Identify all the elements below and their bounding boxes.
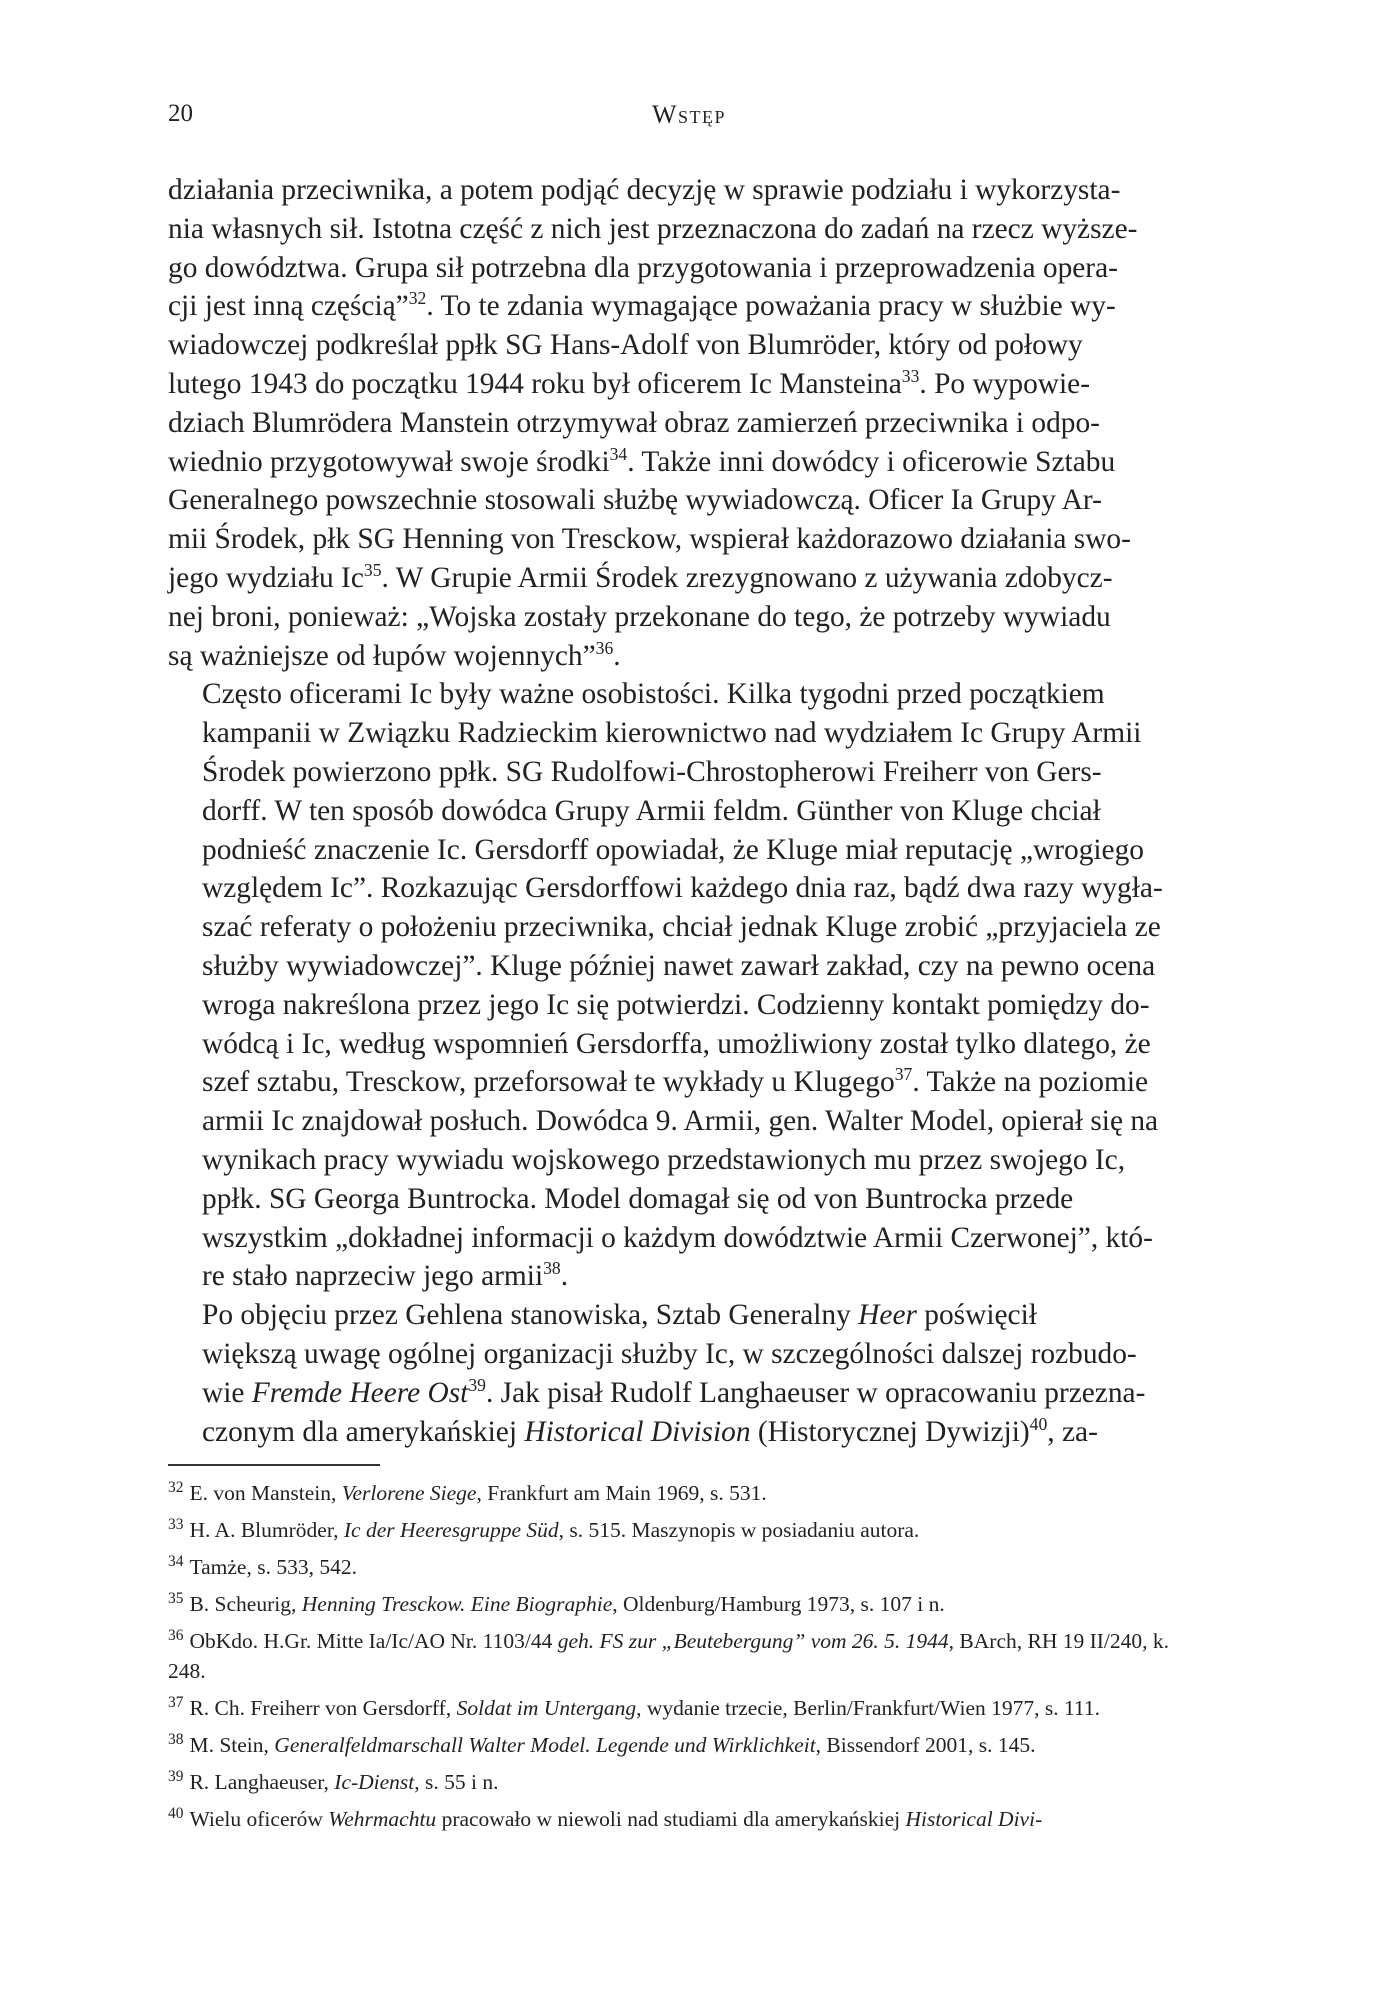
text-line bbox=[168, 404, 1210, 443]
text-line bbox=[168, 714, 1210, 753]
italic-text: Verlorene Siege bbox=[341, 1481, 477, 1505]
text-line bbox=[168, 1257, 1210, 1296]
text-segment: jego wydziału Ic bbox=[168, 561, 364, 594]
text-segment: mii Środek, płk SG Henning von Tresckow, wspierał każdorazowo działania swo- bbox=[168, 523, 1131, 556]
running-head: Wstęp bbox=[651, 100, 727, 129]
text-segment: nia własnych sił. Istotna część z nich jest przeznaczona do zadań na rzecz wyższe- bbox=[168, 212, 1138, 245]
footnote-text: , wydanie trzecie, Berlin/Frankfurt/Wien 1977, s. 111. bbox=[636, 1696, 1101, 1720]
text-line bbox=[168, 481, 1210, 520]
footnote-reference: 40 bbox=[1029, 1413, 1048, 1434]
footnote-reference: 34 bbox=[609, 443, 628, 464]
text-line bbox=[168, 171, 1210, 210]
text-line bbox=[168, 1180, 1210, 1219]
text-segment: dorff. W ten sposób dowódca Grupy Armii feldm. Günther von Kluge chciał bbox=[202, 794, 1101, 827]
text-line bbox=[168, 869, 1210, 908]
footnote-text: , Frankfurt am Main 1969, s. 531. bbox=[476, 1481, 767, 1505]
text-line bbox=[168, 249, 1210, 288]
text-segment: . Jak pisał Rudolf Langhaeuser w opracowaniu przezna- bbox=[485, 1376, 1146, 1409]
italic-text: Heer bbox=[858, 1299, 917, 1332]
footnote-text: Wielu oficerów bbox=[189, 1807, 329, 1831]
footnote-text: H. A. Blumröder, bbox=[189, 1518, 344, 1542]
footnote-text: , s. 55 i n. bbox=[414, 1770, 499, 1794]
text-line bbox=[168, 637, 1210, 676]
italic-text: Wehrmachtu bbox=[328, 1807, 437, 1831]
footnote-reference: 35 bbox=[363, 560, 382, 581]
footnote bbox=[168, 1693, 1210, 1723]
footnote-reference: 32 bbox=[408, 288, 427, 309]
footnote-number: 33 bbox=[168, 1515, 184, 1533]
footnote bbox=[168, 1478, 1210, 1508]
text-line bbox=[168, 365, 1210, 404]
text-segment: armii Ic znajdował posłuch. Dowódca 9. Armii, gen. Walter Model, opierał się na bbox=[202, 1105, 1159, 1138]
footnote-number: 36 bbox=[168, 1626, 184, 1644]
text-segment: . To te zdania wymagające poważania pracy w służbie wy- bbox=[426, 290, 1116, 323]
text-segment: . W Grupie Armii Środek zrezygnowano z używania zdobycz- bbox=[381, 561, 1113, 594]
text-segment: Generalnego powszechnie stosowali służbę wywiadowczą. Oficer Ia Grupy Ar- bbox=[168, 484, 1102, 517]
italic-text: Ic der Heeresgruppe Süd bbox=[343, 1518, 559, 1542]
text-line bbox=[168, 986, 1210, 1025]
text-line bbox=[168, 753, 1210, 792]
text-line bbox=[168, 287, 1210, 326]
italic-text: Historical Division bbox=[524, 1415, 751, 1448]
text-segment: wszystkim „dokładnej informacji o każdym dowództwie Armii Czerwonej”, któ- bbox=[202, 1221, 1153, 1254]
text-line bbox=[168, 792, 1210, 831]
italic-text: Generalfeldmarschall Walter Model. Legende und Wirklichkeit bbox=[274, 1733, 816, 1757]
text-segment: większą uwagę ogólnej organizacji służby Ic, w szczególności dalszej rozbudo- bbox=[202, 1337, 1137, 1370]
italic-text: Historical Divi- bbox=[905, 1807, 1043, 1831]
footnote-text: E. von Manstein, bbox=[189, 1481, 342, 1505]
text-segment: Środek powierzono ppłk. SG Rudolfowi-Chrostopherowi Freiherr von Gers- bbox=[202, 755, 1102, 788]
footnote-number: 32 bbox=[168, 1478, 184, 1496]
text-segment: nej broni, ponieważ: „Wojska zostały przekonane do tego, że potrzeby wywiadu bbox=[168, 600, 1111, 633]
text-segment: wiadowczej podkreślał ppłk SG Hans-Adolf von Blumröder, który od połowy bbox=[168, 329, 1083, 362]
page-header bbox=[168, 100, 1210, 140]
footnote-text: R. Langhaeuser, bbox=[189, 1770, 335, 1794]
text-segment: . bbox=[560, 1260, 569, 1293]
footnote-text: B. Scheurig, bbox=[189, 1592, 302, 1616]
text-line bbox=[168, 1063, 1210, 1102]
text-segment: dziach Blumrödera Manstein otrzymywał obraz zamierzeń przeciwnika i odpo- bbox=[168, 406, 1100, 439]
footnote-text: ObKdo. H.Gr. Mitte Ia/Ic/AO Nr. 1103/44 bbox=[189, 1629, 558, 1653]
text-line bbox=[168, 443, 1210, 482]
italic-text: geh. FS zur „Beutebergung” vom 26. 5. 1944 bbox=[557, 1629, 949, 1653]
text-segment: służby wywiadowczej”. Kluge później nawet zawarł zakład, czy na pewno ocena bbox=[202, 949, 1156, 982]
footnote bbox=[168, 1552, 1210, 1582]
footnote-number: 35 bbox=[168, 1589, 184, 1607]
text-line bbox=[168, 559, 1210, 598]
footnote-text: Tamże, s. 533, 542. bbox=[189, 1555, 357, 1579]
italic-text: Fremde Heere Ost bbox=[251, 1376, 469, 1409]
footnote-text: M. Stein, bbox=[189, 1733, 275, 1757]
text-line bbox=[168, 1141, 1210, 1180]
text-segment: go dowództwa. Grupa sił potrzebna dla przygotowania i przeprowadzenia opera- bbox=[168, 251, 1118, 284]
text-segment: Często oficerami Ic były ważne osobistości. Kilka tygodni przed początkiem bbox=[202, 678, 1105, 711]
footnote-reference: 38 bbox=[543, 1258, 561, 1279]
text-segment: szać referaty o położeniu przeciwnika, chciał jednak Kluge zrobić „przyjaciela ze bbox=[202, 911, 1161, 944]
footnote-text: pracowało w niewoli nad studiami dla amerykańskiej bbox=[436, 1807, 906, 1831]
text-segment: działania przeciwnika, a potem podjąć decyzję w sprawie podziału i wykorzysta- bbox=[168, 174, 1121, 206]
italic-text: Ic-Dienst bbox=[334, 1770, 415, 1794]
text-line bbox=[168, 947, 1210, 986]
text-segment: lutego 1943 do początku 1944 roku był oficerem Ic Mansteina bbox=[168, 367, 902, 400]
main-text bbox=[168, 171, 1210, 1451]
text-line bbox=[168, 1296, 1210, 1335]
footnote-text: , Oldenburg/Hamburg 1973, s. 107 i n. bbox=[612, 1592, 945, 1616]
text-segment: podnieść znaczenie Ic. Gersdorff opowiadał, że Kluge miał reputację „wrogiego bbox=[202, 833, 1144, 866]
text-line bbox=[168, 1025, 1210, 1064]
footnotes bbox=[168, 1478, 1210, 1841]
paragraph bbox=[168, 675, 1210, 1296]
footnote bbox=[168, 1589, 1210, 1619]
italic-text: Henning Tresckow. Eine Biographie bbox=[301, 1592, 613, 1616]
footnote-reference: 39 bbox=[468, 1374, 486, 1395]
text-segment: kampanii w Związku Radzieckim kierownictwo nad wydziałem Ic Grupy Armii bbox=[202, 717, 1142, 750]
text-segment: ppłk. SG Georga Buntrocka. Model domagał się od von Buntrocka przede bbox=[202, 1182, 1074, 1215]
text-segment: re stało naprzeciw jego armii bbox=[202, 1260, 544, 1293]
text-segment: czonym dla amerykańskiej bbox=[202, 1415, 525, 1448]
footnote bbox=[168, 1730, 1210, 1760]
footnote-separator bbox=[168, 1464, 380, 1466]
text-line bbox=[168, 326, 1210, 365]
footnote-text: , BArch, RH 19 II/240, k. 248. bbox=[168, 1629, 1170, 1683]
paragraph bbox=[168, 171, 1210, 675]
text-segment: . Także na poziomie bbox=[912, 1066, 1149, 1099]
text-line bbox=[168, 1413, 1210, 1452]
text-segment: wroga nakreślona przez jego Ic się potwierdzi. Codzienny kontakt pomiędzy do- bbox=[202, 988, 1150, 1021]
text-segment: są ważniejsze od łupów wojennych” bbox=[168, 639, 596, 672]
footnote bbox=[168, 1515, 1210, 1545]
text-line bbox=[168, 1335, 1210, 1374]
footnote-number: 39 bbox=[168, 1767, 184, 1785]
text-segment: , za- bbox=[1047, 1415, 1098, 1448]
text-line bbox=[168, 1374, 1210, 1413]
text-segment: względem Ic”. Rozkazując Gersdorffowi każdego dnia raz, bądź dwa razy wygła- bbox=[202, 872, 1163, 905]
text-segment: Po objęciu przez Gehlena stanowiska, Sztab Generalny bbox=[202, 1299, 859, 1332]
footnote-text: , s. 515. Maszynopis w posiadaniu autora. bbox=[558, 1518, 920, 1542]
text-segment: . bbox=[613, 639, 621, 672]
text-line bbox=[168, 908, 1210, 947]
text-segment: (Historycznej Dywizji) bbox=[750, 1415, 1030, 1448]
text-line bbox=[168, 831, 1210, 870]
text-segment: wynikach pracy wywiadu wojskowego przedstawionych mu przez swojego Ic, bbox=[202, 1143, 1126, 1176]
footnote-number: 40 bbox=[168, 1804, 184, 1822]
footnote-number: 34 bbox=[168, 1552, 184, 1570]
text-segment: szef sztabu, Tresckow, przeforsował te wykłady u Klugego bbox=[202, 1066, 895, 1099]
text-line bbox=[168, 675, 1210, 714]
text-line bbox=[168, 1102, 1210, 1141]
text-line bbox=[168, 1219, 1210, 1258]
footnote-reference: 36 bbox=[595, 637, 614, 658]
text-line bbox=[168, 210, 1210, 249]
text-segment: wiednio przygotowywał swoje środki bbox=[168, 445, 610, 478]
text-segment: poświęcił bbox=[916, 1299, 1037, 1332]
text-segment: . Także inni dowódcy i oficerowie Sztabu bbox=[627, 445, 1116, 478]
footnote-number: 37 bbox=[168, 1693, 184, 1711]
italic-text: Soldat im Untergang bbox=[456, 1696, 637, 1720]
text-segment: . Po wypowie- bbox=[919, 367, 1090, 400]
paragraph bbox=[168, 1296, 1210, 1451]
footnote bbox=[168, 1767, 1210, 1797]
footnote-reference: 33 bbox=[901, 366, 920, 387]
footnote-text: , Bissendorf 2001, s. 145. bbox=[815, 1733, 1036, 1757]
footnote bbox=[168, 1804, 1210, 1834]
footnote bbox=[168, 1626, 1210, 1686]
text-line bbox=[168, 598, 1210, 637]
text-line bbox=[168, 520, 1210, 559]
text-segment: cji jest inną częścią” bbox=[168, 290, 409, 323]
footnote-reference: 37 bbox=[894, 1064, 913, 1085]
footnote-number: 38 bbox=[168, 1730, 184, 1748]
text-segment: wódcą i Ic, według wspomnień Gersdorffa, umożliwiony został tylko dlatego, że bbox=[202, 1027, 1151, 1060]
page-number: 20 bbox=[168, 100, 193, 127]
footnote-text: R. Ch. Freiherr von Gersdorff, bbox=[189, 1696, 457, 1720]
text-segment: wie bbox=[202, 1376, 252, 1409]
